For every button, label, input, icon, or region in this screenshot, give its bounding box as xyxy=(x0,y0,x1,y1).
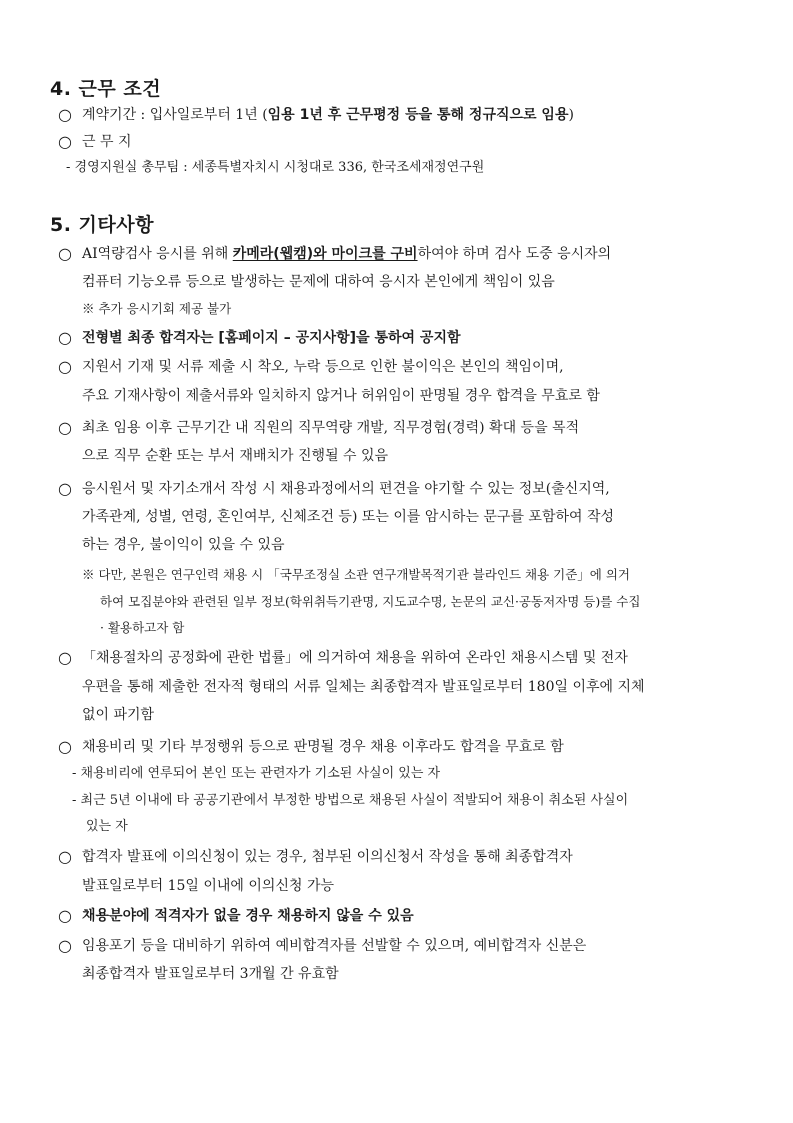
bullet-icon: ○ xyxy=(58,648,72,667)
list-item-ai-test xyxy=(82,244,611,264)
list-item-rotation: 최초 임용 이후 근무기간 내 직원의 직무역량 개발, 직무경험(경력) 확대 등을 목적 xyxy=(82,420,580,436)
item-text: 하여야 하며 검사 도중 응시자의 xyxy=(417,246,612,262)
work-location-label: 근 무 지 xyxy=(82,134,132,150)
bullet-icon: ○ xyxy=(58,357,72,376)
section-4-title: 4. 근무 조건 xyxy=(50,78,162,100)
list-item-application-error: 지원서 기재 및 서류 제출 시 착오, 누락 등으로 인한 불이익은 본인의 책임이며, xyxy=(82,359,564,375)
item-subtext: - 최근 5년 이내에 타 공공기관에서 부정한 방법으로 채용된 사실이 적발되어 채용이 취소된 사실이 xyxy=(72,793,629,808)
item-text: 발표일로부터 15일 이내에 이의신청 가능 xyxy=(82,878,334,894)
item-note: · 활용하고자 함 xyxy=(100,620,185,635)
contract-term xyxy=(82,105,574,125)
bullet-icon: ○ xyxy=(58,132,72,151)
item-subtext: 있는 자 xyxy=(86,819,128,834)
item-note: ※ 추가 응시기회 제공 불가 xyxy=(82,301,232,316)
bullet-icon: ○ xyxy=(58,328,72,347)
item-text: 우편을 통해 제출한 전자적 형태의 서류 일체는 최종합격자 발표일로부터 180일 이후에 지체 xyxy=(82,679,645,695)
contract-term-bold: 임용 1년 후 근무평정 등을 통해 정규직으로 임용 xyxy=(267,107,569,123)
item-text: 하는 경우, 불이익이 있을 수 있음 xyxy=(82,537,285,553)
list-item-final-notice: 전형별 최종 합격자는 [홈페이지 – 공지사항]을 통하여 공지함 xyxy=(82,330,461,346)
item-text: 없이 파기함 xyxy=(82,707,155,723)
item-text: 주요 기재사항이 제출서류와 일치하지 않거나 허위임이 판명될 경우 합격을 무효로 함 xyxy=(82,388,600,404)
item-bold-text: 카메라(웹캠)와 마이크를 구비 xyxy=(232,246,418,262)
item-note: ※ 다만, 본원은 연구인력 채용 시 「국무조정실 소관 연구개발목적기관 블라인드 채용 기준」에 의거 xyxy=(82,567,631,582)
contract-term-suffix: ) xyxy=(568,107,574,123)
section-5-title: 5. 기타사항 xyxy=(50,214,154,236)
item-text: 최종합격자 발표일로부터 3개월 간 유효함 xyxy=(82,966,339,982)
item-text: AI역량검사 응시를 위해 xyxy=(82,246,233,262)
list-item-objection: 합격자 발표에 이의신청이 있는 경우, 첨부된 이의신청서 작성을 통해 최종합격자 xyxy=(82,849,573,865)
bullet-icon: ○ xyxy=(58,936,72,955)
bullet-icon: ○ xyxy=(58,244,72,263)
bullet-icon: ○ xyxy=(58,418,72,437)
item-text: 가족관계, 성별, 연령, 혼인여부, 신체조건 등) 또는 이를 암시하는 문구를 포함하여 작성 xyxy=(82,509,615,525)
item-text: 으로 직무 순환 또는 부서 재배치가 진행될 수 있음 xyxy=(82,448,389,464)
bullet-icon: ○ xyxy=(58,847,72,866)
list-item-corruption: 채용비리 및 기타 부정행위 등으로 판명될 경우 채용 이후라도 합격을 무효로 함 xyxy=(82,739,564,755)
list-item-bias-info: 응시원서 및 자기소개서 작성 시 채용과정에서의 편견을 야기할 수 있는 정보(출신지역, xyxy=(82,481,610,497)
item-note: 하여 모집분야와 관련된 일부 정보(학위취득기관명, 지도교수명, 논문의 교신·공동저자명 등)를 수집 xyxy=(100,594,641,609)
contract-term-prefix: 계약기간 : 입사일로부터 1년 ( xyxy=(82,107,268,123)
item-subtext: - 채용비리에 연루되어 본인 또는 관련자가 기소된 사실이 있는 자 xyxy=(72,766,441,781)
bullet-icon: ○ xyxy=(58,479,72,498)
list-item-reserve: 임용포기 등을 대비하기 위하여 예비합격자를 선발할 수 있으며, 예비합격자 신분은 xyxy=(82,938,587,954)
bullet-icon: ○ xyxy=(58,105,72,124)
bullet-icon: ○ xyxy=(58,737,72,756)
list-item-document-disposal: 「채용절차의 공정화에 관한 법률」에 의거하여 채용을 위하여 온라인 채용시스템 및 전자 xyxy=(82,650,628,666)
item-text: 컴퓨터 기능오류 등으로 발생하는 문제에 대하여 응시자 본인에게 책임이 있음 xyxy=(82,274,555,290)
work-location-detail: - 경영지원실 총무팀 : 세종특별자치시 시청대로 336, 한국조세재정연구원 xyxy=(66,160,485,175)
bullet-icon: ○ xyxy=(58,906,72,925)
list-item-no-hire: 채용분야에 적격자가 없을 경우 채용하지 않을 수 있음 xyxy=(82,908,414,924)
